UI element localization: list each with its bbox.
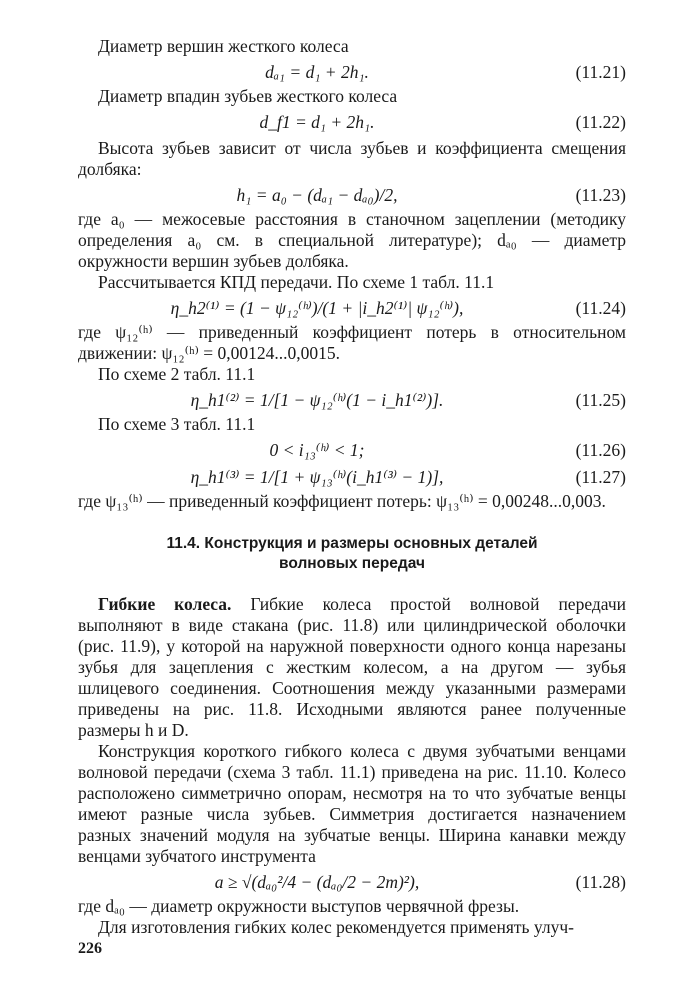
equation-formula: η_h2⁽¹⁾ = (1 − ψ₁₂⁽ʰ⁾)/(1 + |i_h2⁽¹⁾| ψ₁₂⁽ʰ⁾), <box>170 298 464 318</box>
section-title-line: 11.4. Конструкция и размеры основных деталей <box>166 535 538 552</box>
equation-formula: η_h1⁽³⁾ = 1/[1 + ψ₁₃⁽ʰ⁾(i_h1⁽³⁾ − 1)], <box>190 467 444 487</box>
paragraph-text: Гибкие колеса простой волновой передачи выполняют в виде стакана (рис. 11.8) или цилиндрической оболочки (рис. 11.9), у которой на наружной поверхности одного конца нарезаны зубья для зацепления с жестким колесом, а на другом — зубья шлицевого соединения. Соотношения между указанными размерами приведены на рис. 11.8. Исходными являются ранее полученные размеры h и D. <box>78 594 626 740</box>
equation-number: (11.25) <box>575 390 626 410</box>
section-title <box>78 534 626 574</box>
paragraph: Для изготовления гибких колес рекомендуется применять улуч- <box>98 917 574 937</box>
paragraph: Высота зубьев зависит от числа зубьев и коэффициента смещения долбяка: <box>78 138 626 179</box>
equation-number: (11.24) <box>575 298 626 318</box>
paragraph: где ψ₁₂⁽ʰ⁾ — приведенный коэффициент потерь в относительном движении: ψ₁₂⁽ʰ⁾ = 0,00124...0,0015. <box>78 322 626 363</box>
text-line: Диаметр вершин жесткого колеса <box>98 36 349 56</box>
equation-11-21 <box>78 60 626 84</box>
equation-number: (11.22) <box>575 112 626 132</box>
equation-formula: η_h1⁽²⁾ = 1/[1 − ψ₁₂⁽ʰ⁾(1 − i_h1⁽²⁾)]. <box>190 390 444 410</box>
page-number: 226 <box>78 940 102 957</box>
page-content <box>78 36 626 938</box>
paragraph: Конструкция короткого гибкого колеса с двумя зубчатыми венцами волновой передачи (схема 3 табл. 11.1) приведена на рис. 11.10. Колесо расположено симметрично опорам, несмотря на то что зубчатые венцы имеют разные числа зубьев. Симметрия достигается назначением разных значений модуля на зубчатые венцы. Ширина канавки между венцами зубчатого инструмента <box>78 741 626 866</box>
equation-formula: 0 < i₁₃⁽ʰ⁾ < 1; <box>269 440 365 460</box>
equation-number: (11.27) <box>575 467 626 487</box>
equation-11-25 <box>78 388 626 412</box>
equation-formula: h₁ = a₀ − (dₐ₁ − dₐ₀)/2, <box>236 185 398 205</box>
equation-11-22 <box>78 110 626 134</box>
equation-11-23 <box>78 183 626 207</box>
paragraph: где a₀ — межосевые расстояния в станочном зацеплении (методику определения a₀ см. в специальной литературе); dₐ₀ — диаметр окружности вершин зубьев долбяка. <box>78 209 626 271</box>
text-line: Диаметр впадин зубьев жесткого колеса <box>98 86 398 106</box>
equation-formula: dₐ₁ = d₁ + 2h₁. <box>265 62 369 82</box>
paragraph: где ψ₁₃⁽ʰ⁾ — приведенный коэффициент потерь: ψ₁₃⁽ʰ⁾ = 0,00248...0,003. <box>78 491 606 511</box>
equation-11-26 <box>78 438 626 462</box>
equation-number: (11.26) <box>575 440 626 460</box>
paragraph <box>78 594 626 741</box>
equation-number: (11.21) <box>575 62 626 82</box>
equation-11-27 <box>78 465 626 489</box>
equation-11-24 <box>78 296 626 320</box>
equation-number: (11.23) <box>575 185 626 205</box>
equation-number: (11.28) <box>575 872 626 892</box>
equation-formula: a ≥ √(dₐ₀²/4 − (dₐ₀/2 − 2m)²), <box>214 872 420 892</box>
equation-formula: d_f1 = d₁ + 2h₁. <box>259 112 375 132</box>
text-line: По схеме 2 табл. 11.1 <box>98 364 256 384</box>
section-title-line: волновых передач <box>279 555 425 572</box>
paragraph: Рассчитывается КПД передачи. По схеме 1 табл. 11.1 <box>98 272 495 292</box>
run-in-heading: Гибкие колеса. <box>98 594 232 614</box>
equation-11-28 <box>78 870 626 894</box>
paragraph: где dₐ₀ — диаметр окружности выступов червячной фрезы. <box>78 896 520 916</box>
text-line: По схеме 3 табл. 11.1 <box>98 414 256 434</box>
